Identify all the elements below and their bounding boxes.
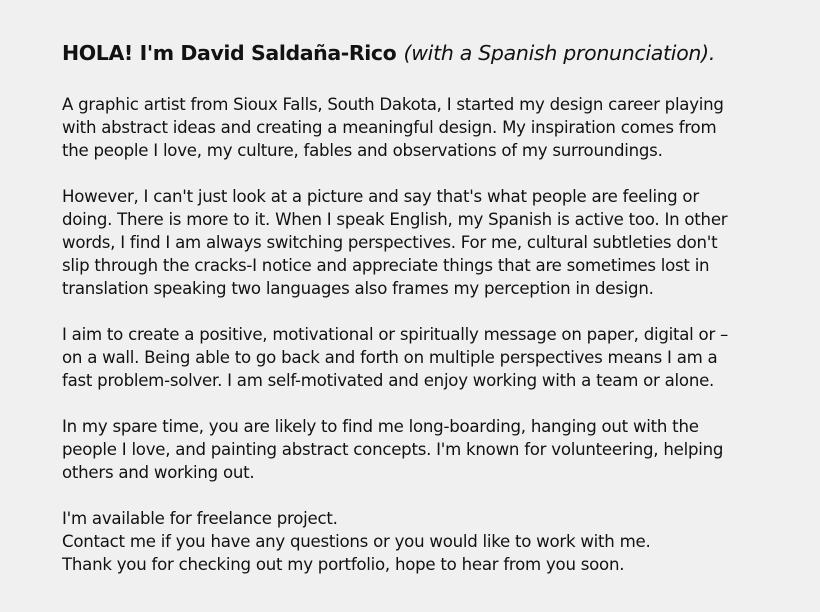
text-line: A graphic artist from Sioux Falls, South Dakota, I started my design career playing xyxy=(62,95,724,114)
text-line: the people I love, my culture, fables and observations of my surroundings. xyxy=(62,141,663,160)
bio-paragraph-contact xyxy=(62,507,782,576)
text-line: fast problem-solver. I am self-motivated and enjoy working with a team or alone. xyxy=(62,371,715,390)
text-line: I aim to create a positive, motivational or spiritually message on paper, digital or – xyxy=(62,325,729,344)
text-line: on a wall. Being able to go back and forth on multiple perspectives means I am a xyxy=(62,348,718,367)
page-title xyxy=(62,40,780,66)
title-pronunciation-note: (with a Spanish pronunciation). xyxy=(403,41,716,65)
title-greeting: HOLA! I'm David Saldaña-Rico xyxy=(62,41,397,65)
bio-paragraph-intro xyxy=(62,93,782,162)
bio-paragraph-aim xyxy=(62,323,782,392)
bio-paragraph-perspectives xyxy=(62,185,782,300)
text-line: with abstract ideas and creating a meaningful design. My inspiration comes from xyxy=(62,118,717,137)
bio-paragraph-spare-time xyxy=(62,415,782,484)
text-line: doing. There is more to it. When I speak English, my Spanish is active too. In other xyxy=(62,210,728,229)
text-line: I'm available for freelance project. xyxy=(62,509,338,528)
text-line: translation speaking two languages also frames my perception in design. xyxy=(62,279,654,298)
text-line: words, I find I am always switching perspectives. For me, cultural subtleties don't xyxy=(62,233,718,252)
text-line: Contact me if you have any questions or you would like to work with me. xyxy=(62,532,651,551)
text-line: Thank you for checking out my portfolio, hope to hear from you soon. xyxy=(62,555,625,574)
text-line: people I love, and painting abstract concepts. I'm known for volunteering, helping xyxy=(62,440,724,459)
text-line: However, I can't just look at a picture and say that's what people are feeling or xyxy=(62,187,699,206)
text-line: others and working out. xyxy=(62,463,255,482)
text-line: slip through the cracks-I notice and appreciate things that are sometimes lost in xyxy=(62,256,710,275)
text-line: In my spare time, you are likely to find me long-boarding, hanging out with the xyxy=(62,417,699,436)
